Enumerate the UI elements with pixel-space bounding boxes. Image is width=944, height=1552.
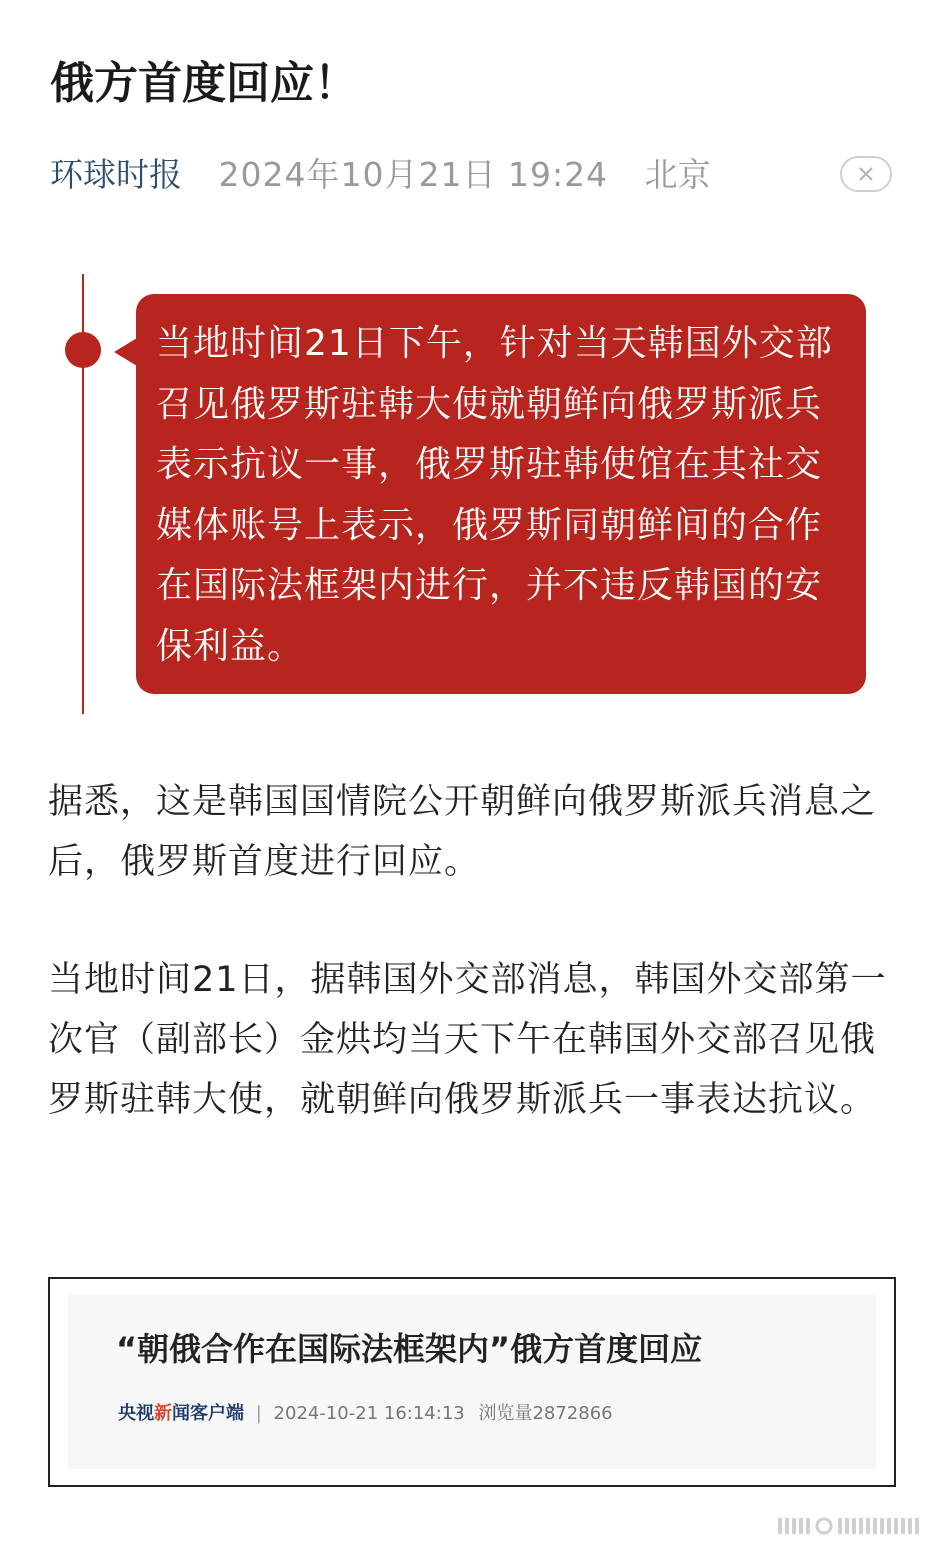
quote-timeline-dot [65,332,101,368]
card-source-part2: 闻客户端 [172,1403,244,1424]
card-screenshot-background [68,1295,876,1469]
card-timestamp: 2024-10-21 16:14:13 [273,1403,465,1424]
card-view-count: 浏览量2872866 [478,1403,613,1424]
publish-date: 2024年10月21日 19:24 [218,155,609,194]
quote-bubble [136,294,866,694]
quote-bubble-tip [114,338,137,366]
card-headline: “朝俄合作在国际法框架内”俄方首度回应 [116,1330,703,1368]
card-source-part1: 央视 [118,1403,154,1424]
card-source-logo [118,1399,244,1429]
article-meta [50,150,711,200]
page-title: 俄方首度回应！ [50,58,358,109]
watermark-logo-icon [778,1514,928,1538]
card-meta [118,1399,613,1429]
embedded-news-card[interactable] [48,1277,896,1487]
publish-location: 北京 [644,155,711,194]
close-button[interactable] [840,156,892,192]
source-name[interactable]: 环球时报 [50,155,182,194]
card-separator: | [255,1403,262,1424]
close-icon [857,165,875,183]
quote-text: 当地时间21日下午，针对当天韩国外交部召见俄罗斯驻韩大使就朝鲜向俄罗斯派兵表示抗议一事，俄罗斯驻韩使馆在其社交媒体账号上表示，俄罗斯同朝鲜间的合作在国际法框架内进行，并不违反韩国的安保利益。 [156,323,833,667]
body-paragraph: 当地时间21日，据韩国外交部消息，韩国外交部第一次官（副部长）金烘均当天下午在韩国外交部召见俄罗斯驻韩大使，就朝鲜向俄罗斯派兵一事表达抗议。 [48,960,887,1120]
card-source-highlight: 新 [154,1403,172,1424]
body-paragraph: 据悉，这是韩国国情院公开朝鲜向俄罗斯派兵消息之后，俄罗斯首度进行回应。 [48,782,877,882]
